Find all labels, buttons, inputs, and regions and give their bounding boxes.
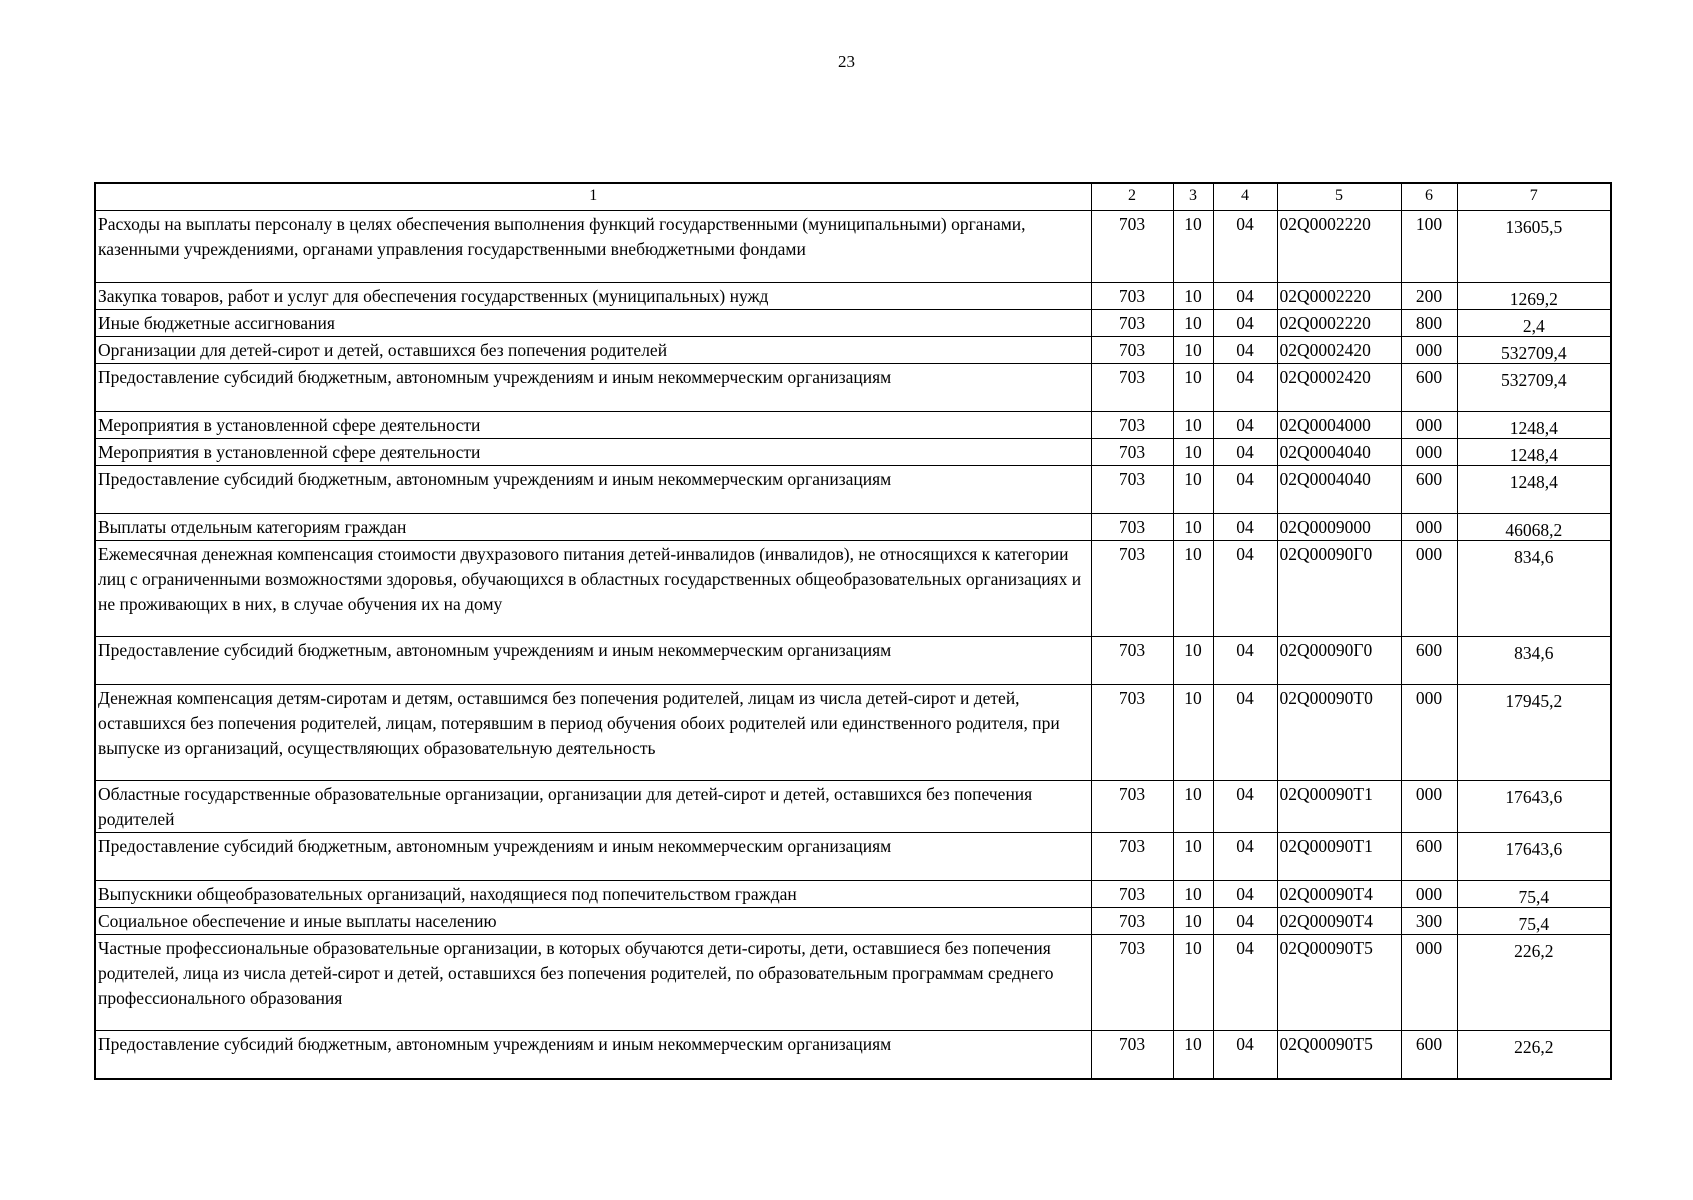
- cell-c4: 04: [1213, 1031, 1277, 1079]
- amount-value: 532709,4: [1500, 370, 1567, 390]
- table-row: [95, 283, 1611, 310]
- cell-c4: 04: [1213, 412, 1277, 439]
- cell-c7: [1457, 439, 1611, 466]
- cell-desc: Областные государственные образовательные организации, организации для детей-сирот и детей, оставшихся без попечения родителей: [95, 781, 1091, 833]
- cell-c2: 703: [1091, 685, 1173, 781]
- table-row: [95, 211, 1611, 283]
- cell-c4: 04: [1213, 685, 1277, 781]
- cell-c4: 04: [1213, 466, 1277, 514]
- table-row: [95, 881, 1611, 908]
- cell-c6: 300: [1401, 908, 1457, 935]
- amount-value: 75,4: [1518, 887, 1550, 907]
- cell-c6: 000: [1401, 881, 1457, 908]
- amount-value: 1248,4: [1509, 418, 1558, 438]
- cell-c4: 04: [1213, 364, 1277, 412]
- cell-c3: 10: [1173, 908, 1213, 935]
- cell-c7: [1457, 881, 1611, 908]
- cell-c3: 10: [1173, 439, 1213, 466]
- cell-c5: 02Q00090Т4: [1277, 881, 1401, 908]
- cell-c5: 02Q00090Т1: [1277, 781, 1401, 833]
- cell-c5: 02Q00090Т5: [1277, 935, 1401, 1031]
- cell-c3: 10: [1173, 412, 1213, 439]
- cell-c2: 703: [1091, 337, 1173, 364]
- cell-desc: Мероприятия в установленной сфере деятельности: [95, 412, 1091, 439]
- cell-c6: 600: [1401, 833, 1457, 881]
- amount-value: 46068,2: [1505, 520, 1563, 540]
- cell-c3: 10: [1173, 685, 1213, 781]
- cell-c3: 10: [1173, 935, 1213, 1031]
- cell-c6: 600: [1401, 1031, 1457, 1079]
- cell-c7: [1457, 514, 1611, 541]
- cell-c7: [1457, 337, 1611, 364]
- cell-desc: Расходы на выплаты персоналу в целях обеспечения выполнения функций государственными (муниципальными) органами, казенными учреждениями, органами управления государственными внебюджетными фондами: [95, 211, 1091, 283]
- cell-c5: 02Q00090Г0: [1277, 541, 1401, 637]
- cell-desc: Организации для детей-сирот и детей, оставшихся без попечения родителей: [95, 337, 1091, 364]
- cell-c6: 000: [1401, 337, 1457, 364]
- amount-value: 226,2: [1514, 1037, 1554, 1057]
- amount-value: 1248,4: [1509, 445, 1558, 465]
- cell-c4: 04: [1213, 211, 1277, 283]
- header-cell-4: 4: [1213, 183, 1277, 211]
- header-cell-1: 1: [95, 183, 1091, 211]
- cell-c2: 703: [1091, 541, 1173, 637]
- table-row: [95, 439, 1611, 466]
- cell-desc: Денежная компенсация детям-сиротам и детям, оставшимся без попечения родителей, лицам из числа детей-сирот и детей, оставшихся без попечения родителей, лицам, потерявшим в период обучения обоих родителей или единственного родителя, при выпуске из организаций, осуществляющих образовательную деятельность: [95, 685, 1091, 781]
- budget-table: [94, 182, 1612, 1080]
- cell-c6: 600: [1401, 637, 1457, 685]
- page-number: 23: [838, 52, 855, 71]
- cell-c4: 04: [1213, 881, 1277, 908]
- cell-c3: 10: [1173, 637, 1213, 685]
- cell-c7: [1457, 211, 1611, 283]
- cell-c7: [1457, 310, 1611, 337]
- amount-value: 2,4: [1522, 316, 1545, 336]
- table-row: [95, 310, 1611, 337]
- cell-c6: 000: [1401, 541, 1457, 637]
- cell-c6: 600: [1401, 466, 1457, 514]
- cell-c7: [1457, 908, 1611, 935]
- amount-value: 532709,4: [1500, 343, 1567, 363]
- cell-desc: Ежемесячная денежная компенсация стоимости двухразового питания детей-инвалидов (инвалидов), не относящихся к категории лиц с ограниченными возможностями здоровья, обучающихся в областных государственных общеобразовательных организациях и не проживающих в них, в случае обучения их на дому: [95, 541, 1091, 637]
- cell-desc: Предоставление субсидий бюджетным, автономным учреждениям и иным некоммерческим организациям: [95, 1031, 1091, 1079]
- cell-c2: 703: [1091, 283, 1173, 310]
- cell-c4: 04: [1213, 337, 1277, 364]
- cell-c4: 04: [1213, 310, 1277, 337]
- table-row: [95, 685, 1611, 781]
- cell-c2: 703: [1091, 364, 1173, 412]
- table-row: [95, 466, 1611, 514]
- cell-c2: 703: [1091, 514, 1173, 541]
- cell-c7: [1457, 466, 1611, 514]
- cell-c3: 10: [1173, 881, 1213, 908]
- cell-c4: 04: [1213, 541, 1277, 637]
- cell-c7: [1457, 833, 1611, 881]
- cell-c2: 703: [1091, 466, 1173, 514]
- amount-value: 1269,2: [1509, 289, 1558, 309]
- cell-c5: 02Q0002420: [1277, 337, 1401, 364]
- table-row: [95, 412, 1611, 439]
- cell-desc: Предоставление субсидий бюджетным, автономным учреждениям и иным некоммерческим организациям: [95, 466, 1091, 514]
- table-row: [95, 781, 1611, 833]
- cell-c5: 02Q0002220: [1277, 310, 1401, 337]
- cell-c7: [1457, 1031, 1611, 1079]
- cell-desc: Выплаты отдельным категориям граждан: [95, 514, 1091, 541]
- table-body: [95, 183, 1611, 1079]
- cell-c4: 04: [1213, 935, 1277, 1031]
- cell-c4: 04: [1213, 833, 1277, 881]
- cell-c5: 02Q0004040: [1277, 466, 1401, 514]
- cell-c6: 200: [1401, 283, 1457, 310]
- amount-value: 834,6: [1514, 547, 1554, 567]
- amount-value: 17643,6: [1505, 839, 1563, 859]
- cell-c6: 000: [1401, 935, 1457, 1031]
- cell-desc: Закупка товаров, работ и услуг для обеспечения государственных (муниципальных) нужд: [95, 283, 1091, 310]
- table-header-row: [95, 183, 1611, 211]
- cell-c5: 02Q0002220: [1277, 211, 1401, 283]
- cell-desc: Предоставление субсидий бюджетным, автономным учреждениям и иным некоммерческим организациям: [95, 637, 1091, 685]
- cell-c3: 10: [1173, 211, 1213, 283]
- cell-desc: Предоставление субсидий бюджетным, автономным учреждениям и иным некоммерческим организациям: [95, 833, 1091, 881]
- header-cell-5: 5: [1277, 183, 1401, 211]
- cell-c6: 100: [1401, 211, 1457, 283]
- cell-c7: [1457, 364, 1611, 412]
- cell-c3: 10: [1173, 310, 1213, 337]
- cell-c3: 10: [1173, 364, 1213, 412]
- table-row: [95, 541, 1611, 637]
- cell-c6: 000: [1401, 439, 1457, 466]
- cell-c5: 02Q00090Т4: [1277, 908, 1401, 935]
- table-row: [95, 337, 1611, 364]
- cell-c5: 02Q00090Т1: [1277, 833, 1401, 881]
- table-row: [95, 1031, 1611, 1079]
- cell-c5: 02Q0004000: [1277, 412, 1401, 439]
- cell-c6: 000: [1401, 781, 1457, 833]
- cell-c2: 703: [1091, 908, 1173, 935]
- table-row: [95, 908, 1611, 935]
- cell-desc: Мероприятия в установленной сфере деятельности: [95, 439, 1091, 466]
- cell-c4: 04: [1213, 908, 1277, 935]
- cell-c5: 02Q00090Т0: [1277, 685, 1401, 781]
- cell-c3: 10: [1173, 541, 1213, 637]
- cell-c5: 02Q00090Т5: [1277, 1031, 1401, 1079]
- cell-c3: 10: [1173, 283, 1213, 310]
- table-row: [95, 364, 1611, 412]
- amount-value: 226,2: [1514, 941, 1554, 961]
- cell-c3: 10: [1173, 466, 1213, 514]
- cell-c2: 703: [1091, 935, 1173, 1031]
- cell-c3: 10: [1173, 337, 1213, 364]
- cell-c5: 02Q0004040: [1277, 439, 1401, 466]
- cell-c7: [1457, 283, 1611, 310]
- cell-desc: Частные профессиональные образовательные организации, в которых обучаются дети-сироты, дети, оставшиеся без попечения родителей, лица из числа детей-сирот и детей, оставшихся без попечения родителей, по образовательным программам среднего профессионального образования: [95, 935, 1091, 1031]
- table-row: [95, 935, 1611, 1031]
- cell-desc: Выпускники общеобразовательных организаций, находящиеся под попечительством граждан: [95, 881, 1091, 908]
- cell-c7: [1457, 637, 1611, 685]
- header-cell-2: 2: [1091, 183, 1173, 211]
- table-row: [95, 833, 1611, 881]
- cell-c2: 703: [1091, 1031, 1173, 1079]
- cell-c7: [1457, 935, 1611, 1031]
- cell-c4: 04: [1213, 283, 1277, 310]
- cell-c2: 703: [1091, 439, 1173, 466]
- amount-value: 17643,6: [1505, 787, 1563, 807]
- cell-c4: 04: [1213, 439, 1277, 466]
- header-cell-3: 3: [1173, 183, 1213, 211]
- amount-value: 13605,5: [1505, 217, 1563, 237]
- cell-c7: [1457, 685, 1611, 781]
- amount-value: 1248,4: [1509, 472, 1558, 492]
- cell-c7: [1457, 781, 1611, 833]
- cell-c2: 703: [1091, 881, 1173, 908]
- cell-c6: 800: [1401, 310, 1457, 337]
- cell-c7: [1457, 412, 1611, 439]
- cell-c4: 04: [1213, 637, 1277, 685]
- cell-c6: 000: [1401, 412, 1457, 439]
- cell-c3: 10: [1173, 1031, 1213, 1079]
- header-cell-6: 6: [1401, 183, 1457, 211]
- cell-desc: Иные бюджетные ассигнования: [95, 310, 1091, 337]
- cell-c5: 02Q0002420: [1277, 364, 1401, 412]
- cell-c6: 000: [1401, 514, 1457, 541]
- cell-c3: 10: [1173, 781, 1213, 833]
- cell-c4: 04: [1213, 781, 1277, 833]
- table-row: [95, 514, 1611, 541]
- cell-c5: 02Q0002220: [1277, 283, 1401, 310]
- cell-c2: 703: [1091, 833, 1173, 881]
- cell-c7: [1457, 541, 1611, 637]
- cell-c6: 600: [1401, 364, 1457, 412]
- cell-c2: 703: [1091, 781, 1173, 833]
- cell-c4: 04: [1213, 514, 1277, 541]
- cell-c2: 703: [1091, 412, 1173, 439]
- cell-c5: 02Q00090Г0: [1277, 637, 1401, 685]
- table-row: [95, 637, 1611, 685]
- cell-c2: 703: [1091, 637, 1173, 685]
- cell-desc: Социальное обеспечение и иные выплаты населению: [95, 908, 1091, 935]
- cell-c3: 10: [1173, 833, 1213, 881]
- cell-c2: 703: [1091, 211, 1173, 283]
- header-cell-7: 7: [1457, 183, 1611, 211]
- cell-desc: Предоставление субсидий бюджетным, автономным учреждениям и иным некоммерческим организациям: [95, 364, 1091, 412]
- amount-value: 834,6: [1514, 643, 1554, 663]
- amount-value: 75,4: [1518, 914, 1550, 934]
- cell-c6: 000: [1401, 685, 1457, 781]
- cell-c5: 02Q0009000: [1277, 514, 1401, 541]
- cell-c3: 10: [1173, 514, 1213, 541]
- amount-value: 17945,2: [1505, 691, 1563, 711]
- cell-c2: 703: [1091, 310, 1173, 337]
